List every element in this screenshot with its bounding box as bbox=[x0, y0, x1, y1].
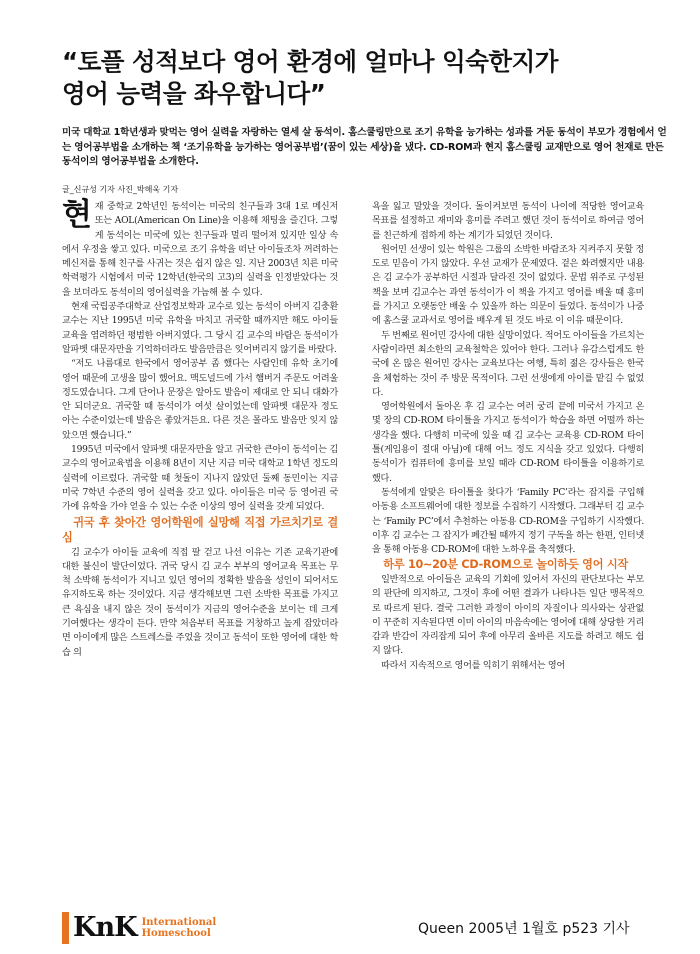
section-subhead: 귀국 후 찾아간 영어학원에 실망해 직접 가르치기로 결심 bbox=[62, 515, 338, 545]
source-citation: Queen 2005년 1월호 p523 기사 bbox=[418, 921, 630, 937]
article-lead: 미국 대학교 1학년생과 맞먹는 영어 실력을 자랑하는 열세 살 동석이. 홈스쿨링만으로 조기 유학을 능가하는 성과를 거둔 동석이 부모가 경험에서 얻는 영어공부법을 소개하는 책 ‘조기유학을 능가하는 영어공부법’(꿈이 있는 세상)을 냈다. CD-ROM과 현지 홈스쿨링 교재만으로 영어 천재로 만든 동석이의 영어공부법을 소개한다. bbox=[62, 127, 667, 168]
body-paragraph: 욕을 잃고 말았을 것이다. 돌이켜보면 동석이 나이에 적당한 영어교육 목표를 설정하고 재미와 흥미를 주려고 했던 것이 동석이로 하여금 영어를 친근하게 접하게 하는 계기가 되었던 것이다. bbox=[372, 202, 644, 241]
logo-subtitle-line-2: Homeschool bbox=[141, 928, 211, 939]
logo-accent-bar bbox=[62, 912, 69, 944]
body-paragraph bbox=[62, 197, 338, 300]
body-paragraph: 현재 국립공주대학교 산업정보학과 교수로 있는 동석이 아버지 김충환 교수는 지난 1995년 미국 유학을 마치고 귀국할 때까지만 해도 아이들 교육을 염려하던 평범한 아버지였다. 그 당시 김 교수의 바람은 동석이가 알파벳 대문자만을 기억하더라도 발음만큼은 잊어버리지 않기를 바랐다. bbox=[62, 302, 338, 355]
body-paragraph: 두 번째로 원어민 강사에 대한 실망이었다. 적어도 아이들을 가르치는 사람이라면 최소한의 교육철학은 있어야 한다. 그러나 유감스럽게도 한국에 온 많은 원어민 강사는 교육보다는 여행, 특히 젊은 강사들은 한국을 체험하는 것이 주 방문 목적이다. 그런 선생에게 아이를 맡길 수 없었다. bbox=[372, 330, 644, 398]
paragraph-text: 재 중학교 2학년인 동석이는 미국의 친구들과 3대 1로 메신저 또는 AOL(American On Line)을 이용해 채팅을 즐긴다. 그렇게 동석이는 미국에 있는 친구들과 멀리 떨어져 있지만 일상 속에서 우정을 쌓고 있다. 미국으로 조기 유학을 떠난 아이들조차 꺼려하는 메신저를 통해 친구를 사귀는 것은 쉽지 않은 일. 지난 2003년 치른 미국 학력평가 시험에서 미국 12학년(한국의 고3)의 실력을 인정받았다는 것을 보더라도 동석이의 영어실력을 가늠해 볼 수 있다. bbox=[62, 202, 338, 298]
headline-line-2: 영어 능력을 좌우합니다” bbox=[62, 79, 326, 108]
body-paragraph: 김 교수가 아이들 교육에 직접 팔 걷고 나선 이유는 기존 교육기관에 대한 불신이 발단이었다. 귀국 당시 김 교수 부부의 영어교육 목표는 무척 소박해 동석이가 지니고 있던 영어의 정확한 발음을 성인이 되어서도 유지하도록 하는 것이었다. 지금 생각해보면 그런 소박한 목표를 가지고 큰 욕심을 내지 않은 것이 동석이가 지금의 영어수준을 보이는 데 크게 기여했다는 생각이 든다. 만약 처음부터 목표를 거창하고 높게 잡았더라면 아이에게 많은 스트레스를 주었을 것이고 동석이 또한 영어에 대한 학습 의 bbox=[62, 547, 338, 658]
body-paragraph: 일반적으로 아이들은 교육의 기회에 있어서 자신의 판단보다는 부모의 판단에 의지하고, 그것이 후에 어떤 결과가 나타나든 일단 맹목적으로 따르게 된다. 결국 그러한 과정이 아이의 자질이나 의사와는 상관없이 꾸준히 지속된다면 이미 아이의 마음속에는 영어에 대해 상당한 거리감과 반감이 자리잡게 되어 후에 아무리 올바른 지도를 하려고 해도 쉽지 않다. bbox=[372, 574, 644, 657]
body-paragraph: 원어민 선생이 있는 학원은 그룹의 소박한 바람조차 지켜주지 못할 정도로 믿음이 가지 않았다. 우선 교재가 문제였다. 겉은 화려했지만 내용은 김 교수가 공부하던 시절과 달라진 것이 없었다. 문법 위주로 구성된 책을 보며 김교수는 과연 동석이가 이 책을 가지고 영어를 배울 때 흥미를 가지고 오랫동안 배울 수 있을까 하는 의문이 들었다. 동석이가 나중에 홈스쿨 교과서로 영어를 배우게 된 것도 바로 이 이유 때문이다. bbox=[372, 244, 644, 327]
body-paragraph: “저도 나름대로 한국에서 영어공부 좀 했다는 사람인데 유학 초기에 영어 때문에 고생을 많이 했어요. 맥도널드에 가서 햄버거 주문도 어려울 정도였습니다. 그게 단어나 문장은 알아도 발음이 제대로 안 되니 대화가 안 되더군요. 귀국할 때 동석이가 여섯 살이었는데 알파벳 대문자 정도 아는 수준이었는데 발음은 좋았거든요. 다른 것은 몰라도 발음만 잊지 않았으면 했습니다.” bbox=[62, 359, 338, 441]
article-byline: 글_신규성 기자 사진_박해욱 기자 bbox=[62, 185, 179, 194]
knk-logo bbox=[62, 911, 216, 945]
section-subhead: 하루 10~20분 CD-ROM으로 놀이하듯 영어 시작 bbox=[383, 558, 629, 572]
body-paragraph: 동석에게 알맞은 타이틀을 찾다가 ‘Family PC’라는 잡지를 구입해 아동용 소프트웨어에 대한 정보를 수집하기 시작했다. 그래부터 김 교수는 ‘Family PC’에서 추천하는 아동용 CD-ROM을 구입하기 시작했다. 이후 김 교수는 그 잡지가 폐간될 때까지 정기 구독을 하는 한편, 인터넷을 통해 아동용 CD-ROM에 대한 노하우를 축적했다. bbox=[372, 487, 644, 556]
left-column bbox=[62, 197, 338, 660]
logo-subtitle-line-1: International bbox=[141, 917, 217, 928]
logo-wordmark: KnK bbox=[73, 912, 137, 943]
article-headline bbox=[62, 46, 662, 110]
headline-line-1: “토플 성적보다 영어 환경에 얼마나 익숙한지가 bbox=[62, 47, 558, 76]
drop-cap: 현 bbox=[62, 197, 92, 233]
body-paragraph: 1995년 미국에서 알파벳 대문자만을 알고 귀국한 큰아이 동석이는 김 교수의 영어교육법을 이용해 8년이 지난 지금 미국 대학교 1학년 정도의 실력에 이르렀다. 귀국할 때 첫돌이 지나지 않았던 둘째 동민이는 지금 미국 7학년 수준의 영어 실력을 갖고 있다. 아이들은 미국 등 영어권 국가에 유학을 가야 얻을 수 있는 수준 이상의 영어 실력을 갖게 되었다. bbox=[62, 445, 338, 513]
logo-subtitle bbox=[142, 917, 217, 939]
body-paragraph: 따라서 지속적으로 영어를 익히기 위해서는 영어 bbox=[381, 660, 565, 671]
body-paragraph: 영어학원에서 돌아온 후 김 교수는 여러 궁리 끝에 미국서 가지고 온 몇 장의 CD-ROM 타이틀을 가지고 동석이가 학습을 하면 어떨까 하는 생각을 했다. 다행히 미국에 있을 때 김 교수는 교육용 CD-ROM 타이틀(게임용이 절대 아님)에 대해 어느 정도 지식을 갖고 있었다. 다행히 동석이가 컴퓨터에 흥미를 보일 때라 CD-ROM 타이틀을 이용하기로 했다. bbox=[372, 402, 644, 484]
right-column bbox=[372, 200, 644, 673]
